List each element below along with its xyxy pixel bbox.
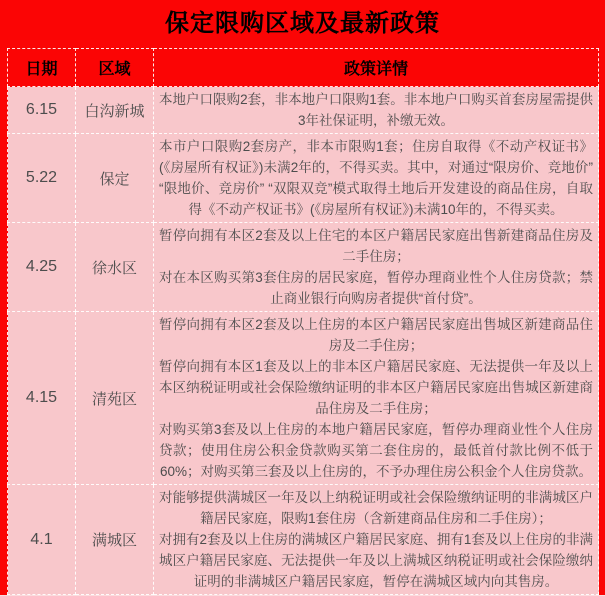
policy-cell: [154, 223, 599, 312]
date-cell: 4.15: [8, 312, 76, 485]
policy-paragraph: 暂停向拥有本区2套及以上住宅的本区户籍居民家庭出售新建商品住房及二手住房；: [159, 228, 593, 264]
date-cell: 4.25: [8, 223, 76, 312]
policy-paragraph: 本市户口限购2套房产，非本市限购1套；住房自取得《不动产权证书》(《房屋所有权证》)未满2年的，不得买卖。其中，对通过“限房价、竞地价” “限地价、竞房价” “双限双竞”模式取得土地后开发建设的商品住房，自取得《不动产权证书》(《房屋所有权证》)未满10年的，不得买卖。: [159, 139, 593, 217]
policy-paragraph: 对在本区购买第3套住房的居民家庭，暂停办理商业性个人住房贷款；禁止商业银行向购房者提供“首付贷”。: [159, 270, 593, 306]
table-row-baoding: [8, 134, 599, 223]
table-row-baigou: [8, 87, 599, 134]
region-cell: 白沟新城: [76, 87, 154, 134]
header-row: [8, 49, 599, 87]
table-row-xushui: [8, 223, 599, 312]
region-cell: 清苑区: [76, 312, 154, 485]
header-region: 区域: [76, 49, 154, 87]
policy-paragraph: 暂停向拥有本区1套及以上的非本区户籍居民家庭、无法提供一年及以上本区纳税证明或社会保险缴纳证明的非本区户籍居民家庭出售城区新建商品住房及二手住房；: [159, 359, 593, 416]
policy-paragraph: 对能够提供满城区一年及以上纳税证明或社会保险缴纳证明的非满城区户籍居民家庭，限购1套住房（含新建商品住房和二手住房）；: [159, 490, 593, 526]
date-cell: 4.1: [8, 485, 76, 595]
policy-cell: [154, 312, 599, 485]
policy-cell: [154, 485, 599, 595]
header-date: 日期: [8, 49, 76, 87]
policy-paragraph: 暂停向拥有本区2套及以上住房的本区户籍居民家庭出售城区新建商品住房及二手住房；: [159, 317, 593, 353]
region-cell: 满城区: [76, 485, 154, 595]
policy-paragraph: 本地户口限购2套，非本地户口限购1套。非本地户口购买首套房屋需提供3年社保证明，补缴无效。: [159, 92, 593, 128]
policy-grid: [7, 48, 599, 595]
date-cell: 6.15: [8, 87, 76, 134]
policy-paragraph: 对拥有2套及以上住房的满城区户籍居民家庭、拥有1套及以上住房的非满城区户籍居民家庭、无法提供一年及以上满城区纳税证明或社会保险缴纳证明的非满城区户籍居民家庭，暂停在满城区域内向其售房。: [159, 532, 593, 589]
policy-paragraph: 对购买第3套及以上住房的本地户籍居民家庭，暂停办理商业性个人住房贷款；使用住房公积金贷款购买第二套住房的，最低首付款比例不低于60%；对购买第三套及以上住房的，不予办理住房公积金个人住房贷款。: [159, 422, 593, 479]
date-cell: 5.22: [8, 134, 76, 223]
table-row-mancheng: [8, 485, 599, 595]
header-policy: 政策详情: [154, 49, 599, 87]
region-cell: 保定: [76, 134, 154, 223]
table-row-qingyuan: [8, 312, 599, 485]
policy-cell: [154, 134, 599, 223]
region-cell: 徐水区: [76, 223, 154, 312]
policy-cell: [154, 87, 599, 134]
table-title: 保定限购区域及最新政策: [165, 10, 440, 37]
